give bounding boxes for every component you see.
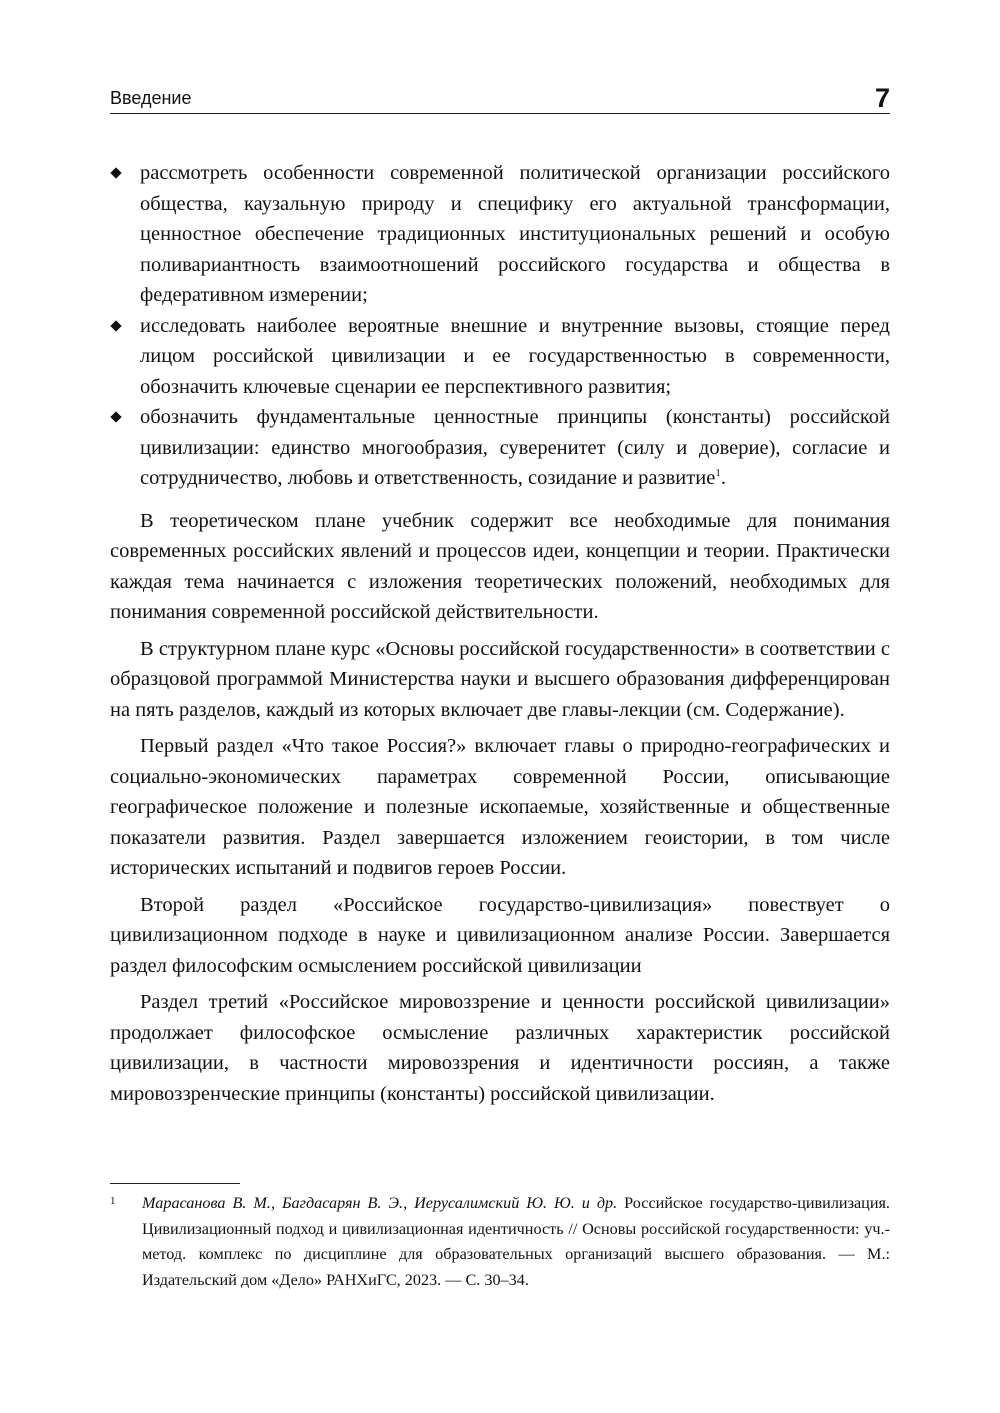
list-item	[110, 402, 890, 494]
footnote-divider	[110, 1183, 240, 1184]
list-item-text: рассмотреть особенности современной политической организации российского общества, каузальную природу и специфику его актуальной трансформации, ценностное обеспечение традиционных институциональных решений и особую поливариантность взаимоотношений российского государства и общества в федеративном измерении;	[140, 162, 890, 306]
paragraph: Раздел третий «Российское мировоззрение и ценности российской цивилизации» продолжает философское осмысление различных характеристик российской цивилизации, в частности мировоззрения и идентичности россиян, а также мировоззренческие принципы (константы) российской цивилизации.	[110, 991, 890, 1105]
list-item-end: .	[720, 467, 726, 489]
footnote-text	[142, 1191, 890, 1293]
footnote-reference[interactable]: 1	[715, 467, 721, 480]
header-divider	[110, 113, 890, 114]
paragraph: В структурном плане курс «Основы российской государственности» в соответствии с образцовой программой Министерства науки и высшего образования дифференцирован на пять разделов, каждый из которых включает две главы-лекции (см. Содержание).	[110, 637, 890, 721]
paragraph: Первый раздел «Что такое Россия?» включает главы о природно-географических и социально-экономических параметрах современной России, описывающие географическое положение и полезные ископаемые, хозяйственные и общественные показатели развития. Раздел завершается изложением геоистории, в том числе исторических испытаний и подвигов героев России.	[110, 735, 890, 879]
footnote-authors: Марасанова В. М., Багдасарян В. Э., Иерусалимский Ю. Ю. и др.	[142, 1194, 618, 1212]
chapter-title: Введение	[110, 88, 192, 108]
diamond-bullet-icon	[110, 411, 121, 422]
list-item	[110, 311, 890, 403]
footnote-citation: Российское государство-цивилизация. Цивилизационный подход и цивилизационная идентичность // Основы российской государственности: уч.-метод. комплекс по дисциплине для образовательных организаций высшего образования. — М.: Издательский дом «Дело» РАНХиГС, 2023. — С. 30–34.	[142, 1194, 890, 1289]
diamond-bullet-icon	[110, 320, 121, 331]
objectives-list	[110, 158, 890, 494]
running-header	[110, 84, 890, 112]
footnote-number: 1	[110, 1195, 116, 1207]
list-item-text: исследовать наиболее вероятные внешние и внутренние вызовы, стоящие перед лицом российской цивилизации и ее государственностью в современности, обозначить ключевые сценарии ее перспективного развития;	[140, 314, 890, 398]
footnote	[110, 1191, 890, 1293]
list-item	[110, 158, 890, 311]
diamond-bullet-icon	[110, 167, 121, 178]
paragraph: В теоретическом плане учебник содержит все необходимые для понимания современных российских явлений и процессов идеи, концепции и теории. Практически каждая тема начинается с изложения теоретических положений, необходимых для понимания современной российской действительности.	[110, 509, 890, 623]
main-text	[110, 158, 890, 1109]
list-item-text: обозначить фундаментальные ценностные принципы (константы) российской цивилизации: единство многообразия, суверенитет (силу и доверие), согласие и сотрудничество, любовь и ответственность, созидание и развитие	[140, 406, 890, 489]
paragraph: Второй раздел «Российское государство-цивилизация» повествует о цивилизационном подходе в науке и цивилизационном анализе России. Завершается раздел философским осмыслением российской цивилизации	[110, 893, 890, 977]
page-number: 7	[874, 83, 890, 113]
